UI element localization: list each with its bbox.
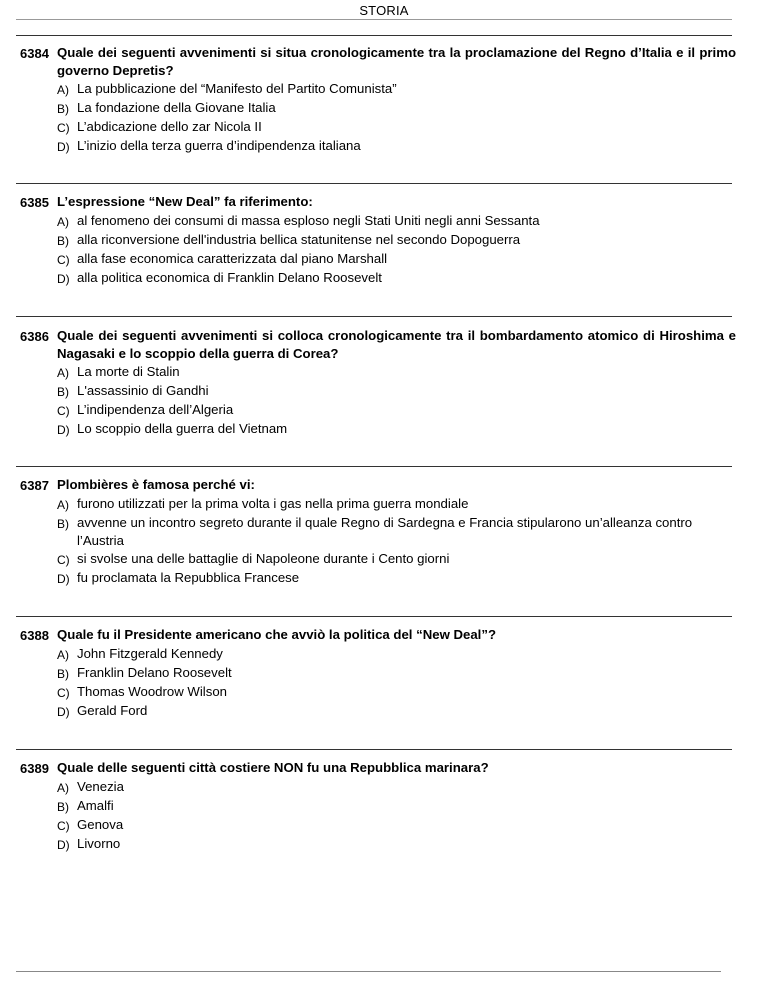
answer-letter: B) (57, 517, 69, 531)
answer-text: L’indipendenza dell’Algeria (77, 402, 234, 417)
answer-text: Thomas Woodrow Wilson (77, 684, 227, 699)
answer-letter: C) (57, 553, 70, 567)
page-header-title: STORIA (359, 3, 409, 18)
question-block (20, 327, 736, 439)
answer-letter: D) (57, 272, 70, 286)
question-number: 6386 (20, 329, 49, 344)
answer-option (57, 514, 736, 550)
answer-option (57, 118, 736, 137)
question-text: L’espressione “New Deal” fa riferimento: (57, 194, 313, 209)
answer-option (57, 269, 736, 288)
answer-text: Lo scoppio della guerra del Vietnam (77, 421, 288, 436)
answer-list (57, 495, 736, 588)
question-text: Quale dei seguenti avvenimenti si situa cronologicamente tra la proclamazione del Regno d’Italia e il primo governo Depretis? (57, 45, 736, 78)
answer-text: al fenomeno dei consumi di massa esploso negli Stati Uniti negli anni Sessanta (77, 213, 540, 228)
answer-text: La morte di Stalin (77, 364, 180, 379)
question-text: Quale delle seguenti città costiere NON fu una Repubblica marinara? (57, 760, 489, 775)
question-block (20, 626, 736, 721)
answer-option (57, 702, 736, 721)
answer-letter: C) (57, 121, 70, 135)
question-divider (16, 466, 732, 467)
answer-option (57, 420, 736, 439)
answer-list (57, 212, 736, 288)
answer-letter: C) (57, 686, 70, 700)
footer-divider (16, 971, 721, 972)
answer-option (57, 401, 736, 420)
question-divider (16, 316, 732, 317)
answer-option (57, 797, 736, 816)
answer-option (57, 363, 736, 382)
answer-letter: A) (57, 83, 69, 97)
answer-option (57, 569, 736, 588)
answer-list (57, 80, 736, 156)
answer-letter: C) (57, 819, 70, 833)
answer-letter: A) (57, 215, 69, 229)
answer-text: L’inizio della terza guerra d’indipendenza italiana (77, 138, 361, 153)
answer-text: Franklin Delano Roosevelt (77, 665, 232, 680)
answer-letter: B) (57, 385, 69, 399)
answer-option (57, 495, 736, 514)
answer-option (57, 231, 736, 250)
answer-text: L'assassinio di Gandhi (77, 383, 209, 398)
answer-text: La fondazione della Giovane Italia (77, 100, 276, 115)
answer-text: Livorno (77, 836, 121, 851)
question-number: 6387 (20, 478, 49, 493)
answer-option (57, 778, 736, 797)
answer-letter: A) (57, 366, 69, 380)
answer-text: Venezia (77, 779, 124, 794)
question-block (20, 193, 736, 288)
answer-option (57, 137, 736, 156)
question-number: 6384 (20, 46, 49, 61)
answer-letter: D) (57, 838, 70, 852)
answer-text: Gerald Ford (77, 703, 148, 718)
answer-option (57, 664, 736, 683)
answer-option (57, 835, 736, 854)
answer-letter: B) (57, 102, 69, 116)
question-block (20, 759, 736, 854)
answer-option (57, 99, 736, 118)
question-text: Quale dei seguenti avvenimenti si colloca cronologicamente tra il bombardamento atomico di Hiroshima e Nagasaki e lo scoppio della guerra di Corea? (57, 328, 736, 361)
answer-text: alla politica economica di Franklin Delano Roosevelt (77, 270, 382, 285)
question-divider (16, 35, 732, 36)
answer-letter: C) (57, 404, 70, 418)
answer-letter: B) (57, 800, 69, 814)
answer-text: alla fase economica caratterizzata dal piano Marshall (77, 251, 388, 266)
answer-option (57, 80, 736, 99)
answer-option (57, 250, 736, 269)
header-divider (16, 19, 732, 20)
question-block (20, 476, 736, 588)
answer-letter: A) (57, 781, 69, 795)
answer-letter: D) (57, 572, 70, 586)
answer-text: John Fitzgerald Kennedy (77, 646, 223, 661)
answer-list (57, 645, 736, 721)
question-number: 6388 (20, 628, 49, 643)
answer-option (57, 212, 736, 231)
question-divider (16, 183, 732, 184)
question-divider (16, 749, 732, 750)
answer-text: avvenne un incontro segreto durante il quale Regno di Sardegna e Francia stipularono un’alleanza contro l’Austria (77, 515, 693, 548)
question-text: Plombières è famosa perché vi: (57, 477, 255, 492)
answer-text: La pubblicazione del “Manifesto del Partito Comunista” (77, 81, 397, 96)
answer-list (57, 778, 736, 854)
answer-letter: D) (57, 705, 70, 719)
answer-letter: A) (57, 648, 69, 662)
answer-letter: C) (57, 253, 70, 267)
answer-letter: A) (57, 498, 69, 512)
answer-text: L’abdicazione dello zar Nicola II (77, 119, 262, 134)
question-number: 6389 (20, 761, 49, 776)
question-divider (16, 616, 732, 617)
answer-letter: B) (57, 234, 69, 248)
answer-text: furono utilizzati per la prima volta i gas nella prima guerra mondiale (77, 496, 469, 511)
answer-option (57, 645, 736, 664)
answer-text: si svolse una delle battaglie di Napoleone durante i Cento giorni (77, 551, 450, 566)
question-block (20, 44, 736, 156)
question-text: Quale fu il Presidente americano che avviò la politica del “New Deal”? (57, 627, 496, 642)
answer-letter: D) (57, 140, 70, 154)
answer-list (57, 363, 736, 439)
answer-option (57, 550, 736, 569)
answer-option (57, 816, 736, 835)
answer-text: Amalfi (77, 798, 114, 813)
answer-text: Genova (77, 817, 124, 832)
answer-option (57, 382, 736, 401)
answer-letter: B) (57, 667, 69, 681)
question-number: 6385 (20, 195, 49, 210)
answer-text: alla riconversione dell'industria bellica statunitense nel secondo Dopoguerra (77, 232, 521, 247)
answer-option (57, 683, 736, 702)
answer-text: fu proclamata la Repubblica Francese (77, 570, 300, 585)
answer-letter: D) (57, 423, 70, 437)
